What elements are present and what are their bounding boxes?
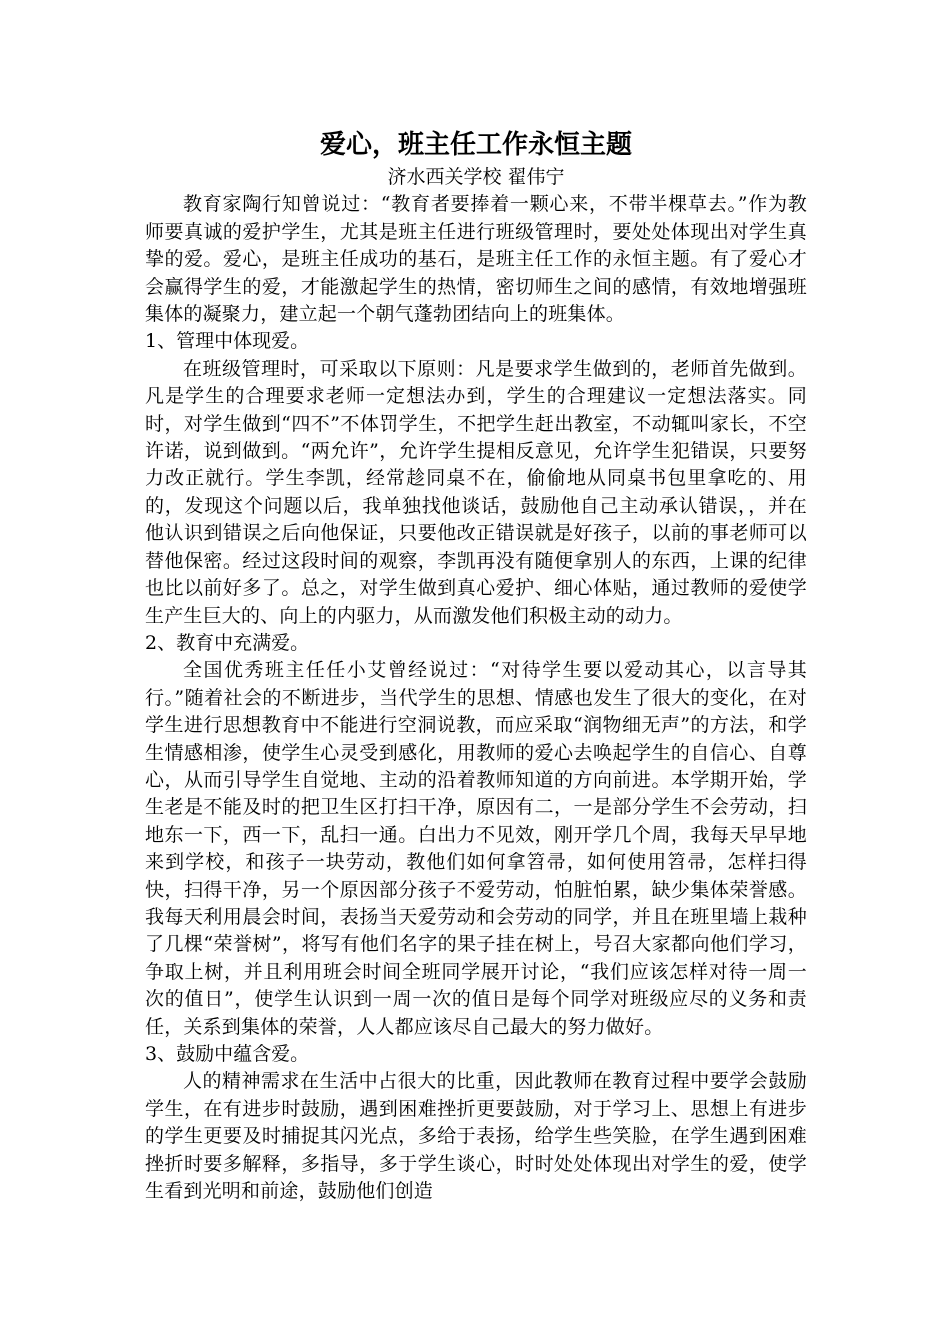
author-line: 济水西关学校 翟伟宁 (387, 166, 565, 188)
intro-paragraph: 教育家陶行知曾说过：“教育者要捧着一颗心来，不带半棵草去。”作为教师要真诚的爱护学生，尤其是班主任进行班级管理时，要处处体现出对学生真挚的爱。爱心，是班主任成功的基石，是班主任工作的永恒主题。有了爱心才会赢得学生的爱，才能激起学生的热情，密切师生之间的感情，有效地增强班集体的凝聚力，建立起一个朝气蓬勃团结向上的班集体。 (145, 193, 807, 326)
section-body-2: 全国优秀班主任任小艾曾经说过：“对待学生要以爱动其心，以言导其行。”随着社会的不断进步，当代学生的思想、情感也发生了很大的变化，在对学生进行思想教育中不能进行空洞说教，而应采取“润物细无声”的方法，和学生情感相渗，使学生心灵受到感化，用教师的爱心去唤起学生的自信心、自尊心，从而引导学生自觉地、主动的沿着教师知道的方向前进。本学期开始，学生老是不能及时的把卫生区打扫干净，原因有二，一是部分学生不会劳动，扫地东一下，西一下，乱扫一通。白出力不见效，刚开学几个周，我每天早早地来到学校，和孩子一块劳动，教他们如何拿笤帚，如何使用笤帚，怎样扫得快，扫得干净，另一个原因部分孩子不爱劳动，怕脏怕累，缺少集体荣誉感。我每天利用晨会时间，表扬当天爱劳动和会劳动的同学，并且在班里墙上栽种了几棵“荣誉树”，将写有他们名字的果子挂在树上，号召大家都向他们学习，争取上树，并且利用班会时间全班同学展开讨论，“我们应该怎样对待一周一次的值日”，使学生认识到一周一次的值日是每个同学对班级应尽的义务和责任，关系到集体的荣誉，人人都应该尽自己最大的努力做好。 (145, 659, 807, 1038)
section-heading-3: 3、鼓励中蕴含爱。 (145, 1043, 310, 1065)
section-heading-2: 2、教育中充满爱。 (145, 631, 310, 654)
document-page (145, 128, 807, 1205)
section-body-1: 在班级管理时，可采取以下原则：凡是要求学生做到的，老师首先做到。凡是学生的合理要求老师一定想法办到，学生的合理建议一定想法落实。同时，对学生做到“四不”不体罚学生，不把学生赶出教室，不动辄叫家长，不空许诺，说到做到。“两允许”，允许学生提相反意见，允许学生犯错误，只要努力改正就行。学生李凯，经常趁同桌不在，偷偷地从同桌书包里拿吃的、用的，发现这个问题以后，我单独找他谈话，鼓励他自己主动承认错误，，并在他认识到错误之后向他保证，只要他改正错误就是好孩子，以前的事老师可以替他保密。经过这段时间的观察，李凯再没有随便拿别人的东西，上课的纪律也比以前好多了。总之，对学生做到真心爱护、细心体贴，通过教师的爱使学生产生巨大的、向上的内驱力，从而激发他们积极主动的动力。 (145, 357, 807, 627)
section-heading-1: 1、管理中体现爱。 (145, 330, 310, 353)
document-title: 爱心，班主任工作永恒主题 (319, 130, 632, 160)
section-body-3: 人的精神需求在生活中占很大的比重，因此教师在教育过程中要学会鼓励学生，在有进步时鼓励，遇到困难挫折更要鼓励，对于学习上、思想上有进步的学生更要及时捕捉其闪光点，多给于表扬，给学生些笑脸，在学生遇到困难挫折时要多解释，多指导，多于学生谈心，时时处处体现出对学生的爱，使学生看到光明和前途，鼓励他们创造 (145, 1070, 807, 1203)
